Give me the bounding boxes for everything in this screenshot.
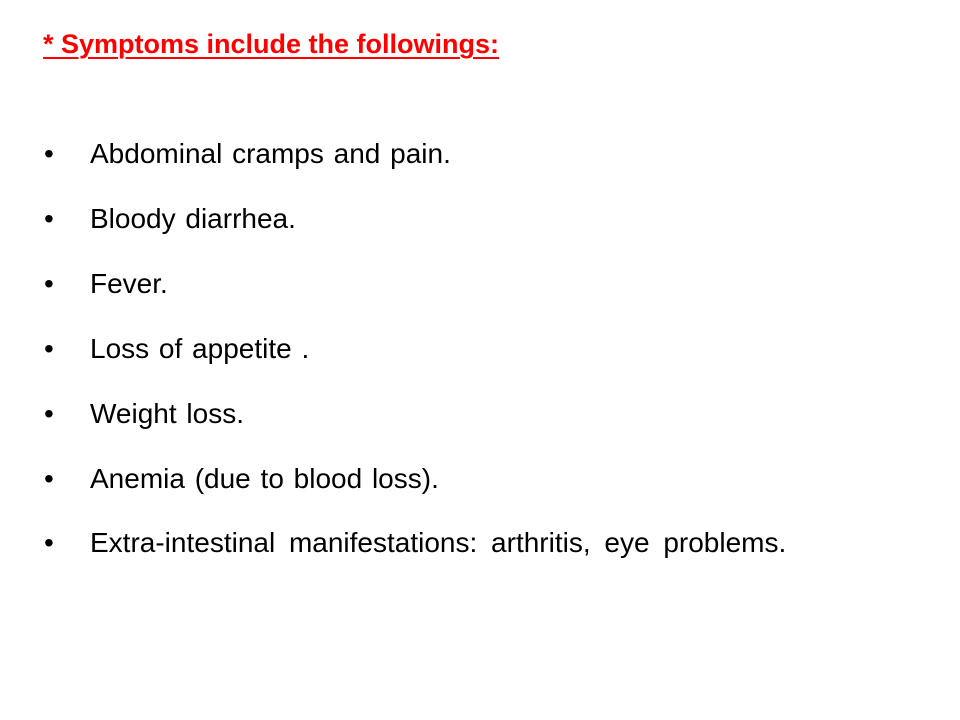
- bullet-icon: •: [44, 333, 54, 364]
- bullet-icon: •: [44, 268, 54, 299]
- list-item: [0, 196, 830, 241]
- list-item: [0, 261, 830, 306]
- bullet-icon: •: [44, 203, 54, 234]
- list-item-text: Bloody diarrhea.: [90, 203, 296, 234]
- list-item-text: Anemia (due to blood loss).: [90, 463, 439, 494]
- bullet-icon: •: [44, 398, 54, 429]
- bullet-icon: •: [44, 527, 54, 558]
- bullet-icon: •: [44, 463, 54, 494]
- list-item-text: Abdominal cramps and pain.: [90, 138, 451, 169]
- symptom-list: [0, 131, 830, 595]
- bullet-icon: •: [44, 138, 54, 169]
- slide-heading: * Symptoms include the followings:: [43, 29, 500, 59]
- list-item-text: Loss of appetite .: [90, 333, 310, 364]
- list-item-text: Weight loss.: [90, 398, 244, 429]
- list-item-text: Fever.: [90, 268, 168, 299]
- list-item: [0, 511, 830, 575]
- list-item-text: Extra-intestinal manifestations: arthritis, eye problems.: [90, 527, 787, 558]
- list-item: [0, 391, 830, 436]
- list-item: [0, 326, 830, 371]
- list-item: [0, 456, 830, 501]
- list-item: [0, 131, 830, 176]
